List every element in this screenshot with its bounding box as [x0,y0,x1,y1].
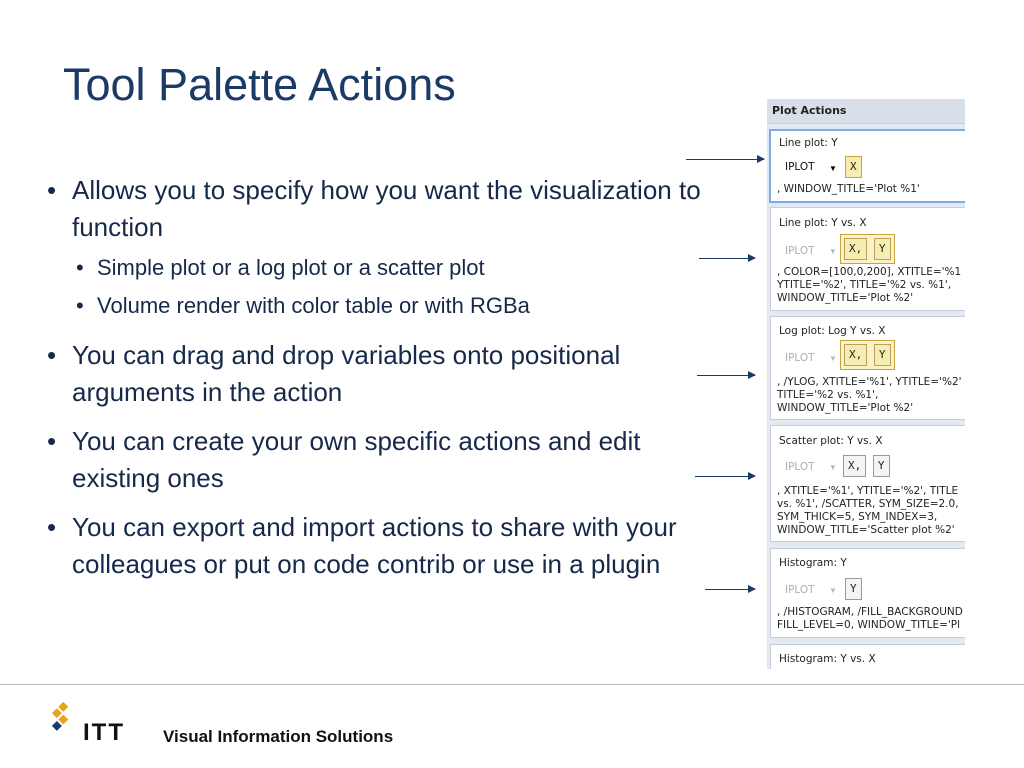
card-keywords: , WINDOW_TITLE='Plot %1' [777,183,920,195]
connector-arrow [699,258,755,259]
chevron-down-icon[interactable]: ▼ [829,586,837,595]
card-keywords: TITLE='%2 vs. %1', [777,389,879,401]
card-keywords: WINDOW_TITLE='Plot %2' [777,402,914,414]
action-card-histogram-y[interactable] [770,548,965,638]
chevron-down-icon[interactable]: ▼ [829,463,837,472]
division-name: Visual Information Solutions [163,727,394,746]
card-keywords: FILL_LEVEL=0, WINDOW_TITLE='Pl [777,619,961,631]
argument-slots [840,340,895,370]
bullet-list [45,172,710,595]
plot-actions-panel [767,99,965,669]
argument-slots [843,455,890,477]
card-title: Histogram: Y vs. X [779,653,876,665]
sub-bullet-list [72,249,710,325]
action-card-line-plot-y[interactable] [769,129,965,203]
argument-slots [845,156,862,178]
chevron-down-icon[interactable]: ▼ [829,164,837,173]
argument-slots [845,578,862,600]
argument-group [840,234,895,264]
function-dropdown[interactable]: IPLOT [785,584,815,596]
chevron-down-icon[interactable]: ▼ [829,247,837,256]
argument-slot[interactable]: Y [845,578,862,600]
card-keywords: , /YLOG, XTITLE='%1', YTITLE='%2' [777,376,962,388]
action-card-histogram-y-vs-x[interactable] [770,644,965,669]
footer-divider [0,684,1024,685]
argument-group [840,340,895,370]
action-card-log-plot[interactable] [770,316,965,420]
argument-slot[interactable]: X, [844,238,867,260]
connector-arrow [686,159,764,160]
action-card-scatter-plot[interactable] [770,425,965,542]
function-dropdown[interactable]: IPLOT [785,461,815,473]
chevron-down-icon[interactable]: ▼ [829,354,837,363]
bullet-item [45,172,710,325]
connector-arrow [697,375,755,376]
card-title: Scatter plot: Y vs. X [779,435,883,447]
action-card-line-plot-y-vs-x[interactable] [770,207,965,311]
card-keywords: vs. %1', /SCATTER, SYM_SIZE=2.0, [777,498,959,510]
argument-slot[interactable]: X, [843,455,866,477]
bullet-item: • You can drag and drop variables onto positional arguments in the action [45,337,710,411]
function-dropdown[interactable]: IPLOT [785,352,815,364]
argument-slot[interactable]: X, [844,344,867,366]
card-keywords: WINDOW_TITLE='Scatter plot %2' [777,524,955,536]
connector-arrow [695,476,755,477]
card-keywords: WINDOW_TITLE='Plot %2' [777,292,914,304]
company-name: ITT [83,719,125,746]
card-keywords: , /HISTOGRAM, /FILL_BACKGROUND [777,606,963,618]
card-keywords: , XTITLE='%1', YTITLE='%2', TITLE [777,485,959,497]
card-title: Line plot: Y vs. X [779,217,867,229]
argument-slot[interactable]: Y [873,455,890,477]
itt-logo-icon [43,700,75,732]
card-keywords: , COLOR=[100,0,200], XTITLE='%1 [777,266,962,278]
card-title: Log plot: Log Y vs. X [779,325,886,337]
argument-slot[interactable]: Y [874,238,891,260]
slide-title: Tool Palette Actions [63,59,456,110]
card-keywords: YTITLE='%2', TITLE='%2 vs. %1', [777,279,952,291]
bullet-item: • You can export and import actions to share with your colleagues or put on code contrib or use in a plugin [45,509,710,583]
argument-slot[interactable]: X [845,156,862,178]
function-dropdown[interactable]: IPLOT [785,245,815,257]
panel-header: Plot Actions [767,99,965,124]
connector-arrow [705,589,755,590]
bullet-text: Allows you to specify how you want the visualization to function [72,175,701,242]
sub-bullet-item: • Volume render with color table or with RGBa [72,287,710,325]
argument-slot[interactable]: Y [874,344,891,366]
bullet-item: • You can create your own specific actions and edit existing ones [45,423,710,497]
sub-bullet-item: • Simple plot or a log plot or a scatter plot [72,249,710,287]
card-keywords: SYM_THICK=5, SYM_INDEX=3, [777,511,938,523]
function-dropdown[interactable]: IPLOT [785,161,815,173]
card-title: Line plot: Y [779,137,838,149]
argument-slots [840,234,895,264]
card-title: Histogram: Y [779,557,847,569]
